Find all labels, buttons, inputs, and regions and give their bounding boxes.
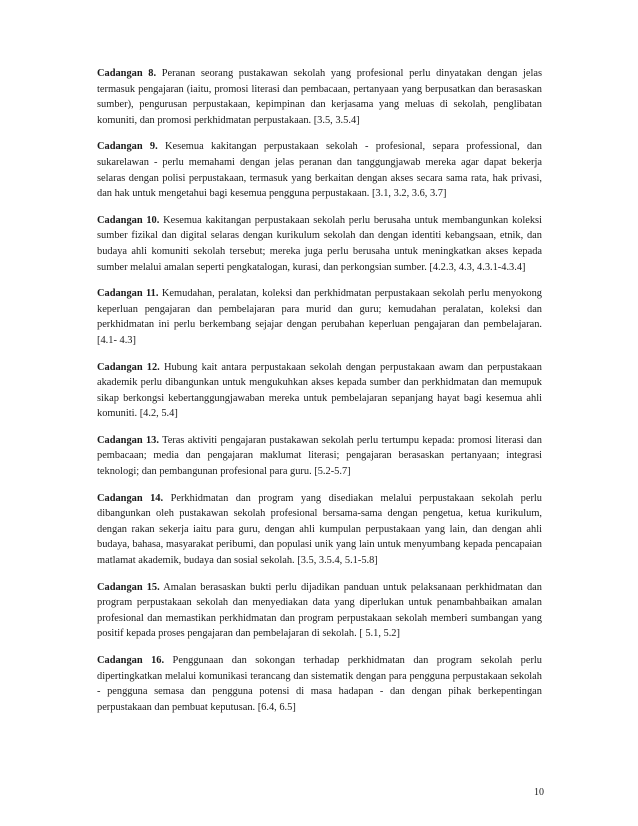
recommendation-12 (97, 360, 542, 422)
recommendation-11 (97, 286, 542, 348)
recommendation-text: Peranan seorang pustakawan sekolah yang profesional perlu dinyatakan dengan jelas termasuk pengajaran (iaitu, promosi literasi dan pembacaan, pertanyaan yang berpusatkan dan berasaskan sumber), pengurusan perpustakaan, kepimpinan dan kerjasama yang meluas di sekolah, penglibatan komuniti, dan promosi perkhidmatan perpustakaan. [3.5, 3.5.4] (97, 68, 542, 126)
recommendation-text: Amalan berasaskan bukti perlu dijadikan panduan untuk pelaksanaan perkhidmatan dan program perpustakaan sekolah dan menyediakan data yang diperlukan untuk penambahbaikan amalan profesional dan memastikan perkhidmatan dan program perpustakaan sekolah memberi sumbangan yang positif kepada proses pengajaran dan pembelajaran di sekolah. [ 5.1, 5.2] (97, 581, 542, 640)
page-number: 10 (534, 787, 544, 798)
recommendation-label: Cadangan 14. (97, 492, 164, 504)
recommendation-label: Cadangan 13. (97, 434, 159, 446)
recommendation-15 (97, 580, 542, 642)
recommendation-10 (97, 213, 542, 275)
recommendation-label: Cadangan 9. (97, 141, 158, 153)
recommendation-label: Cadangan 8. (97, 68, 157, 79)
recommendation-label: Cadangan 11. (97, 288, 159, 300)
recommendation-label: Cadangan 10. (97, 214, 160, 226)
recommendation-text: Teras aktiviti pengajaran pustakawan sekolah perlu tertumpu kepada: promosi literasi dan pembacaan; media dan pengajaran maklumat literasi; pengajaran berasaskan pertanyaan; integrasi teknologi; dan pembangunan profesional para guru. [5.2-5.7] (97, 434, 542, 478)
recommendation-text: Kesemua kakitangan perpustakaan sekolah - profesional, separa professional, dan sukarelawan - perlu memahami dengan jelas peranan dan tanggungjawab mereka agar dapat bekerja selaras dengan polisi perpustakaan, termasuk yang berkaitan dengan akses secara sama rata, hak privasi, dan hak untuk mengetahui bagi kesemua pengguna perpustakaan. [3.1, 3.2, 3.6, 3.7] (97, 141, 542, 200)
recommendation-8 (97, 66, 542, 128)
recommendation-text: Kemudahan, peralatan, koleksi dan perkhidmatan perpustakaan sekolah perlu menyokong keperluan pengajaran dan pembelajaran para murid dan guru; kemudahan peralatan, koleksi dan perkhidmatan ini perlu berkembang sejajar dengan perubahan keperluan pengajaran dan pembelajaran. [4.1- 4.3] (97, 288, 542, 346)
recommendation-text: Penggunaan dan sokongan terhadap perkhidmatan dan program sekolah perlu dipertingkatkan melalui komunikasi terancang dan sistematik dengan para pengguna perpustakaan sekolah - pengguna semasa dan pengguna potensi di masa hadapan - dan dengan pihak berkepentingan perpustakaan dan pembuat keputusan. [6.4, 6.5] (97, 655, 542, 713)
recommendation-text: Kesemua kakitangan perpustakaan sekolah perlu berusaha untuk membangunkan koleksi sumber fizikal dan digital selaras dengan kurikulum sekolah dan dengan identiti kebangsaan, etnik, dan budaya ahli komuniti sekolah tersebut; mereka juga perlu berusaha untuk meningkatkan akses kepada sumber melalui amalan seperti pengkatalogan, kurasi, dan perkongsian sumber. [4.2.3, 4.3, 4.3.1-4.3.4] (97, 214, 542, 273)
recommendation-16 (97, 653, 542, 715)
recommendation-label: Cadangan 12. (97, 361, 160, 373)
recommendation-label: Cadangan 15. (97, 581, 160, 593)
document-body (97, 66, 542, 726)
recommendation-text: Perkhidmatan dan program yang disediakan melalui perpustakaan sekolah perlu dibangunkan oleh pustakawan sekolah profesional bersama-sama dengan pengetua, ketua kurikulum, dengan rakan sekerja iaitu para guru, dengan ahli kumpulan perpustakaan yang lain, dan dengan ahli budaya, bahasa, masyarakat peribumi, dan populasi unik yang lain untuk menyumbang kepada pencapaian matlamat akademik, budaya dan sosial sekolah. [3.5, 3.5.4, 5.1-5.8] (97, 492, 542, 567)
recommendation-9 (97, 139, 542, 201)
recommendation-label: Cadangan 16. (97, 655, 165, 666)
recommendation-text: Hubung kait antara perpustakaan sekolah dengan perpustakaan awam dan perpustakaan akademik perlu dibangunkan untuk mengukuhkan akses kepada sumber dan perkhidmatan dan memupuk sikap berkongsi kebertanggungjawaban mereka untuk pembelajaran sepanjang hayat bagi kesemua ahli komuniti. [4.2, 5.4] (97, 361, 542, 420)
recommendation-14 (97, 491, 542, 569)
recommendation-13 (97, 433, 542, 480)
